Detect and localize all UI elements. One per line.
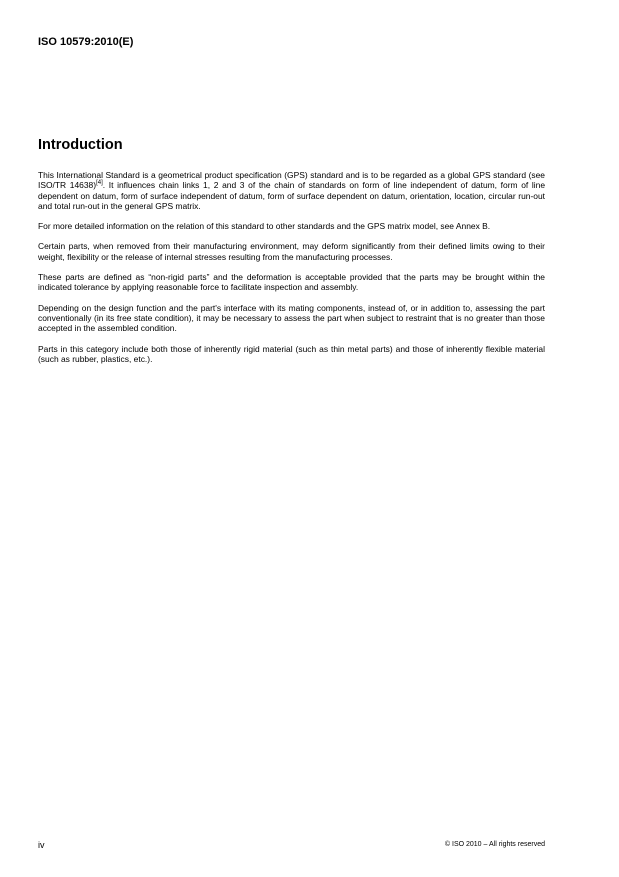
section-body — [38, 170, 545, 374]
paragraph-2: For more detailed information on the relation of this standard to other standards and the GPS matrix model, see Annex B. — [38, 221, 491, 232]
copyright-notice: © ISO 2010 – All rights reserved — [444, 841, 545, 848]
paragraph-5: Depending on the design function and the part's interface with its mating components, instead of, or in addition to, assessing the part conventionally (in its free state condition), it may be necessary to assess the part when subject to restraint that is no greater than those accepted in the assembled condition. — [38, 302, 545, 334]
section-title: Introduction — [38, 137, 123, 153]
paragraph-1-text-a: This International Standard is a geometrical product specification (GPS) standard and is to be regarded as a global GPS standard (see ISO/TR 14638) — [38, 170, 545, 191]
paragraph-6: Parts in this category include both those of inherently rigid material (such as thin metal parts) and those of inherently flexible material (such as rubber, plastics, etc.). — [38, 343, 545, 364]
paragraph-1-text-b: . It influences chain links 1, 2 and 3 of the chain of standards on form of line independent of datum, form of line dependent on datum, form of surface independent of datum, form of surface dependent on datum, orientation, location, circular run-out and total run-out in the general GPS matrix. — [38, 180, 546, 211]
page-number: iv — [38, 840, 45, 850]
paragraph-3: Certain parts, when removed from their manufacturing environment, may deform significantly from their defined limits owing to their weight, flexibility or the release of internal stresses resulting from the manufacturing processes. — [38, 241, 545, 262]
paragraph-4: These parts are defined as “non-rigid parts” and the deformation is acceptable provided that the parts may be brought within the indicated tolerance by applying reasonable force to facilitate inspection and assembly. — [38, 272, 545, 293]
paragraph-1 — [38, 170, 545, 211]
reference-link[interactable]: [4] — [96, 180, 103, 187]
document-id-header: ISO 10579:2010(E) — [38, 36, 134, 48]
